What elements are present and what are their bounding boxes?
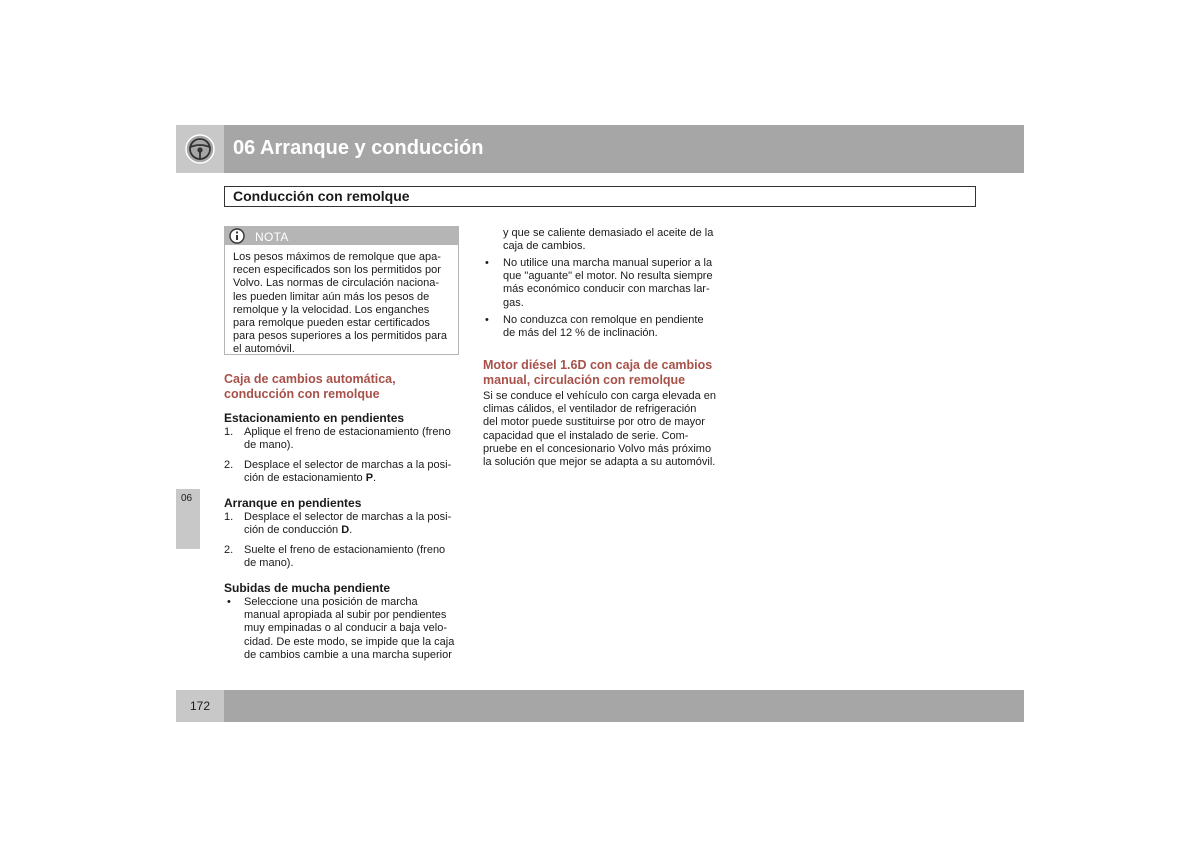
bullet-marker: •	[227, 596, 231, 608]
list-marker: 1.	[224, 511, 234, 523]
footer-bar	[224, 690, 1024, 722]
gear-p-label: P	[365, 472, 374, 485]
note-text: Los pesos máximos de remolque que apa- recen especificados son los permitidos por Volvo. Las normas de circulación naciona- les pueden limitar aún más los pesos de remolque y la velocidad. Los enganches para remolque pueden estar certificados para pesos superiores a los permitidos para el automóvil.	[233, 251, 448, 356]
list-item-text: Desplace el selector de marchas a la posi- ción de estacionamiento P.	[244, 459, 452, 485]
bullet-text: No utilice una marcha manual superior a la que "aguante" el motor. No resulta siempre más económico conducir con marchas lar- gas.	[503, 257, 713, 309]
chapter-title: 06 Arranque y conducción	[233, 137, 484, 159]
list-item-text: Aplique el freno de estacionamiento (freno de mano).	[244, 426, 451, 452]
steep-climbs-heading: Subidas de mucha pendiente	[224, 581, 391, 595]
start-slopes-heading: Arranque en pendientes	[224, 496, 362, 510]
gear-d-label: D	[341, 524, 350, 537]
list-marker: 1.	[224, 426, 234, 438]
list-marker: 2.	[224, 459, 234, 471]
side-tab-label: 06	[181, 493, 193, 504]
bullet-marker: •	[485, 314, 489, 326]
bullet-text: No conduzca con remolque en pendiente de más del 12 % de inclinación.	[503, 314, 704, 340]
header-icon-box	[176, 125, 224, 173]
info-icon	[228, 228, 246, 244]
diesel-paragraph: Si se conduce el vehículo con carga elevada en climas cálidos, el ventilador de refrigeración del motor puede sustituirse por otro de mayor capacidad que el instalado de serie. Com- pruebe en el concesionario Volvo más próximo la solución que mejor se adapta a su automóvil.	[483, 390, 716, 469]
continuation-text: y que se caliente demasiado el aceite de la caja de cambios.	[503, 227, 714, 253]
chapter-side-tab	[176, 489, 200, 549]
steering-wheel-icon	[184, 133, 216, 165]
note-label: NOTA	[255, 230, 289, 244]
note-box	[224, 226, 459, 355]
list-item-text: Desplace el selector de marchas a la posi- ción de conducción D.	[244, 511, 452, 537]
page-number-box	[176, 690, 224, 722]
page-number: 172	[189, 699, 211, 713]
section-title: Conducción con remolque	[233, 188, 410, 204]
section-title-box	[224, 186, 976, 207]
list-item-text: Suelte el freno de estacionamiento (freno de mano).	[244, 544, 446, 570]
diesel-engine-heading: Motor diésel 1.6D con caja de cambios manual, circulación con remolque	[483, 358, 713, 387]
parking-slopes-heading: Estacionamiento en pendientes	[224, 411, 405, 425]
list-marker: 2.	[224, 544, 234, 556]
automatic-gearbox-heading: Caja de cambios automática, conducción con remolque	[224, 372, 396, 401]
bullet-text: Seleccione una posición de marcha manual apropiada al subir por pendientes muy empinadas o al conducir a baja velo- cidad. De este modo, se impide que la caja de cambios cambie a una marcha superior	[244, 596, 455, 661]
note-header	[225, 227, 458, 245]
bullet-marker: •	[485, 257, 489, 269]
chapter-header	[224, 125, 1024, 173]
